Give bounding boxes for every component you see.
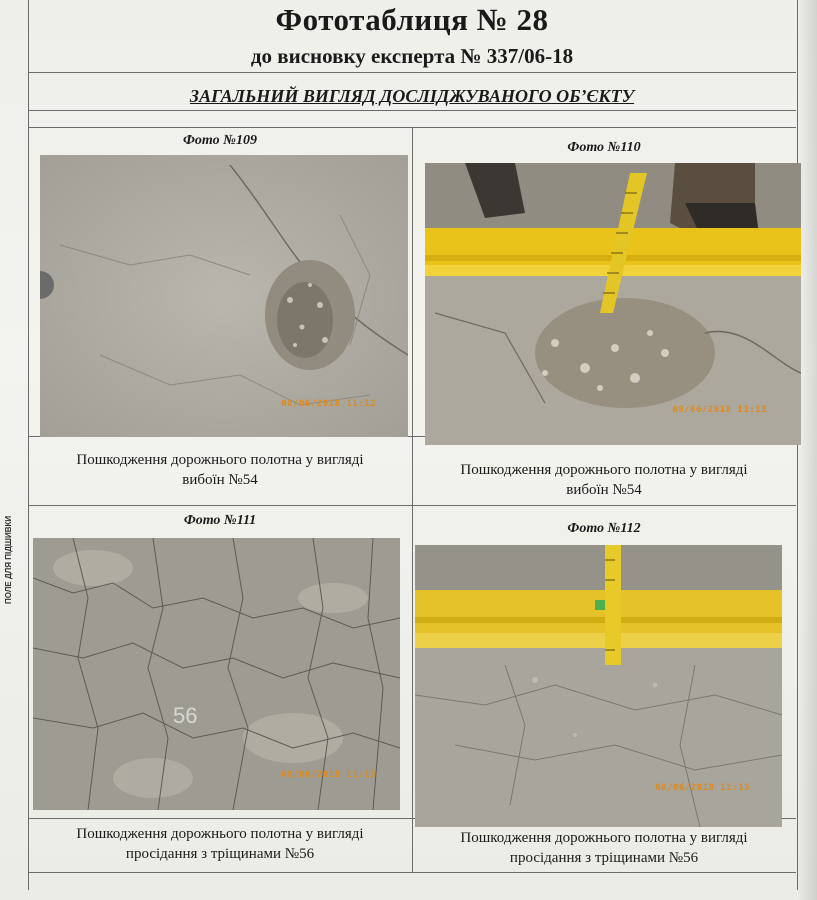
- photo-109-caption-line1: Пошкодження дорожнього полотна у вигляді: [76, 452, 364, 468]
- photo-111-caption: [30, 824, 410, 864]
- photo-109-image: [40, 155, 408, 437]
- photo-label-112: Фото №112: [567, 521, 641, 536]
- binding-margin-note: ПОЛЕ ДЛЯ ПІДШИВКИ: [4, 515, 13, 605]
- photo-112-caption-line2: просідання з тріщинами №56: [509, 850, 699, 866]
- photo-109-caption-line2: вибоїн №54: [182, 472, 258, 488]
- photo-111-caption-line1: Пошкодження дорожнього полотна у вигляді: [76, 826, 364, 842]
- rule-under-subtitle: [28, 72, 796, 73]
- photo-109-caption: [30, 450, 410, 490]
- photo-112-caption-line1: Пошкодження дорожнього полотна у вигляді: [460, 830, 748, 846]
- photo-109-timestamp: 08/06/2018 11:12: [281, 399, 376, 409]
- rule-center: [412, 127, 413, 872]
- photo-110-caption-line1: Пошкодження дорожнього полотна у вигляді: [460, 462, 748, 478]
- svg-text:56: 56: [173, 703, 198, 728]
- photo-110-image: [425, 163, 801, 445]
- photo-112-timestamp: 08/06/2018 11:15: [655, 783, 750, 793]
- page-edge-shadow: [797, 0, 817, 900]
- page-subtitle: до висновку експерта № 337/06-18: [250, 44, 574, 68]
- photo-110: [425, 163, 801, 445]
- section-heading: ЗАГАЛЬНИЙ ВИГЛЯД ДОСЛІДЖУВАНОГО ОБ’ЄКТУ: [189, 86, 635, 106]
- page-title: Фототаблиця № 28: [275, 2, 549, 37]
- photo-label-109: Фото №109: [183, 133, 257, 148]
- rule-under-section: [28, 110, 796, 111]
- rule-row2-bottom: [28, 872, 796, 873]
- photo-111-caption-line2: просідання з тріщинами №56: [125, 846, 315, 862]
- photo-110-caption: [414, 460, 794, 500]
- photo-111-timestamp: 08/06/2018 11:15: [281, 770, 376, 780]
- photo-label-111: Фото №111: [183, 513, 257, 528]
- photo-112: [415, 545, 782, 827]
- photo-109: [40, 155, 408, 437]
- photo-label-110: Фото №110: [567, 140, 641, 155]
- photo-110-caption-line2: вибоїн №54: [566, 482, 642, 498]
- photo-112-caption: [414, 828, 794, 868]
- photo-110-timestamp: 08/06/2018 11:13: [672, 405, 767, 415]
- photo-111: [33, 538, 400, 810]
